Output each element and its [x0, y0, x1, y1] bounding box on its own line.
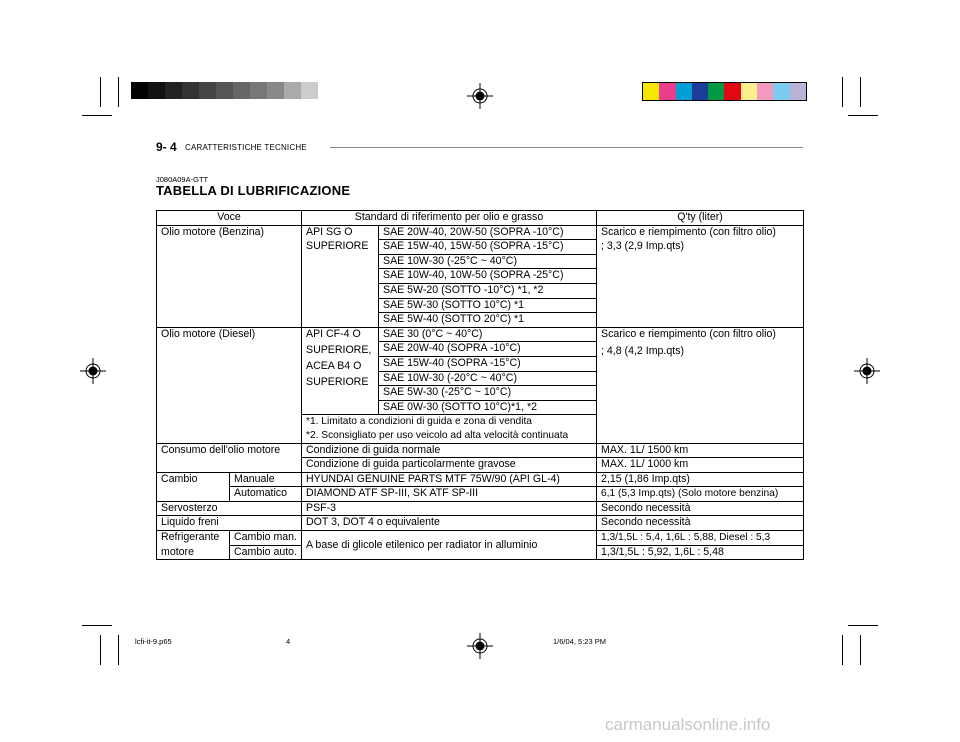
crop-mark	[100, 77, 101, 107]
crop-mark	[860, 635, 861, 665]
registration-mark-icon	[467, 633, 493, 659]
grade-cell: SAE 5W-20 (SOTTO -10°C) *1, *2	[379, 283, 597, 298]
header-qty: Q'ty (liter)	[597, 211, 804, 226]
row-label-cambio: Cambio	[157, 472, 230, 501]
qty-cell: 1,3/1,5L : 5,92, 1,6L : 5,48	[597, 545, 804, 560]
grey-swatch	[301, 82, 318, 99]
table-row	[157, 516, 804, 531]
color-swatch	[773, 83, 789, 100]
color-swatch	[708, 83, 724, 100]
grade-cell: SAE 20W-40, 20W-50 (SOPRA -10°C)	[379, 225, 597, 240]
header-standard: Standard di riferimento per olio e grasso	[302, 211, 597, 226]
qty-cell: MAX. 1L/ 1000 km	[597, 458, 804, 473]
api-diesel: API CF-4 O SUPERIORE, ACEA B4 O SUPERIORE	[302, 327, 379, 415]
crop-mark	[860, 77, 861, 107]
grade-cell: SAE 30 (0°C ~ 40°C)	[379, 327, 597, 342]
row-label-refrigerante: Refrigerante motore	[157, 531, 230, 560]
row-label-servosterzo: Servosterzo	[157, 501, 302, 516]
doc-code: J080A09A-GTT	[156, 175, 209, 184]
page-title: TABELLA DI LUBRIFICAZIONE	[156, 183, 351, 198]
row-label-diesel: Olio motore (Diesel)	[157, 327, 302, 443]
header-voce: Voce	[157, 211, 302, 226]
qty-cell: 2,15 (1,86 Imp.qts)	[597, 472, 804, 487]
note-cell: *1. Limitato a condizioni di guida e zona di vendita	[302, 415, 597, 429]
grey-swatch	[182, 82, 199, 99]
standard-cell: DOT 3, DOT 4 o equivalente	[302, 516, 597, 531]
grade-cell: SAE 0W-30 (SOTTO 10°C)*1, *2	[379, 400, 597, 415]
section-title: CARATTERISTICHE TECNICHE	[185, 143, 307, 152]
color-swatch	[757, 83, 773, 100]
grade-cell: SAE 5W-30 (SOTTO 10°C) *1	[379, 298, 597, 313]
color-swatch	[643, 83, 659, 100]
footer-page: 4	[286, 637, 291, 646]
grey-swatch	[148, 82, 165, 99]
grade-cell: SAE 10W-40, 10W-50 (SOPRA -25°C)	[379, 269, 597, 284]
qty-cell: MAX. 1L/ 1500 km	[597, 443, 804, 458]
grade-cell: SAE 5W-30 (-25°C ~ 10°C)	[379, 386, 597, 401]
watermark: carmanualsonline.info	[605, 715, 771, 734]
grey-swatch	[233, 82, 250, 99]
row-label-consumo: Consumo dell'olio motore	[157, 443, 302, 472]
page-number: 9- 4	[156, 140, 177, 154]
crop-mark	[118, 635, 119, 665]
grey-swatch	[216, 82, 233, 99]
qty-cell: Secondo necessità	[597, 501, 804, 516]
crop-mark	[842, 77, 843, 107]
standard-cell: HYUNDAI GENUINE PARTS MTF 75W/90 (API GL-4)	[302, 472, 597, 487]
crop-mark	[82, 115, 112, 116]
footer-date: 1/6/04, 5:23 PM	[553, 637, 606, 646]
standard-cell: Condizione di guida normale	[302, 443, 597, 458]
grey-swatch	[165, 82, 182, 99]
table-row	[157, 487, 804, 502]
standard-cell: A base di glicole etilenico per radiator in alluminio	[302, 531, 597, 560]
crop-mark	[100, 635, 101, 665]
grade-cell: SAE 15W-40 (SOPRA -15°C)	[379, 356, 597, 371]
table-row	[157, 225, 804, 240]
header-rule	[330, 147, 803, 148]
grey-swatch	[199, 82, 216, 99]
color-swatch	[676, 83, 692, 100]
qty-benzina: Scarico e riempimento (con filtro olio) ; 3,3 (2,9 Imp.qts)	[597, 225, 804, 327]
color-swatch	[741, 83, 757, 100]
grade-cell: SAE 20W-40 (SOPRA -10°C)	[379, 342, 597, 357]
color-swatch	[692, 83, 708, 100]
row-label-benzina: Olio motore (Benzina)	[157, 225, 302, 327]
sub-label-cell: Cambio man.	[230, 531, 302, 546]
crop-mark	[118, 77, 119, 107]
color-swatch	[724, 83, 740, 100]
color-calibration-bar	[642, 82, 807, 101]
sub-label-cell: Cambio auto.	[230, 545, 302, 560]
table-row	[157, 443, 804, 458]
grey-calibration-bar	[131, 82, 318, 99]
grade-cell: SAE 10W-30 (-25°C ~ 40°C)	[379, 254, 597, 269]
registration-mark-icon	[80, 358, 106, 384]
qty-diesel: Scarico e riempimento (con filtro olio) ; 4,8 (4,2 Imp.qts)	[597, 327, 804, 443]
crop-mark	[848, 115, 878, 116]
table-row	[157, 531, 804, 546]
lubrication-table	[156, 210, 804, 560]
color-swatch	[659, 83, 675, 100]
grade-cell: SAE 10W-30 (-20°C ~ 40°C)	[379, 371, 597, 386]
grey-swatch	[131, 82, 148, 99]
note-cell: *2. Sconsigliato per uso veicolo ad alta velocità continuata	[302, 429, 597, 443]
sub-label-cell: Manuale	[230, 472, 302, 487]
table-header-row	[157, 211, 804, 226]
registration-mark-icon	[467, 83, 493, 109]
table-row	[157, 501, 804, 516]
grade-cell: SAE 15W-40, 15W-50 (SOPRA -15°C)	[379, 240, 597, 255]
crop-mark	[848, 625, 878, 626]
footer-file: lcfi-it-9.p65	[135, 637, 172, 646]
api-benzina: API SG O SUPERIORE	[302, 225, 379, 327]
crop-mark	[82, 625, 112, 626]
grey-swatch	[250, 82, 267, 99]
registration-mark-icon	[854, 358, 880, 384]
grey-swatch	[284, 82, 301, 99]
standard-cell: Condizione di guida particolarmente gravose	[302, 458, 597, 473]
table-row	[157, 472, 804, 487]
qty-cell: 6,1 (5,3 Imp.qts) (Solo motore benzina)	[597, 487, 804, 502]
crop-mark	[842, 635, 843, 665]
standard-cell: PSF-3	[302, 501, 597, 516]
sub-label-cell: Automatico	[230, 487, 302, 502]
standard-cell: DIAMOND ATF SP-III, SK ATF SP-III	[302, 487, 597, 502]
grey-swatch	[267, 82, 284, 99]
color-swatch	[790, 83, 806, 100]
table-row	[157, 327, 804, 342]
qty-cell: Secondo necessità	[597, 516, 804, 531]
grade-cell: SAE 5W-40 (SOTTO 20°C) *1	[379, 313, 597, 328]
row-label-liquido-freni: Liquido freni	[157, 516, 302, 531]
qty-cell: 1,3/1,5L : 5,4, 1,6L : 5,88, Diesel : 5,3	[597, 531, 804, 546]
